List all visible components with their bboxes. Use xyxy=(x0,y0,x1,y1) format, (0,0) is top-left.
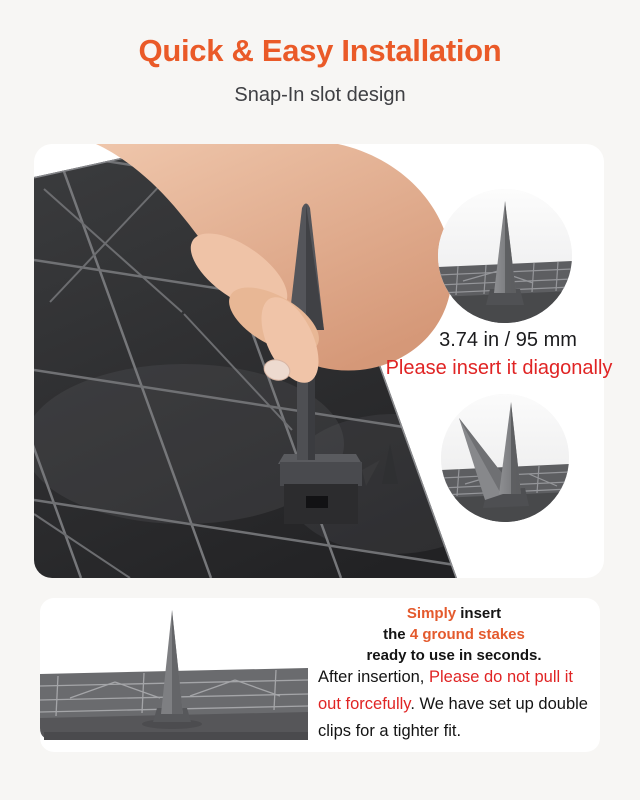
page-subtitle: Snap-In slot design xyxy=(234,84,406,106)
vertical-stake-closeup-photo xyxy=(438,189,572,323)
diagonal-stake-closeup-photo xyxy=(441,394,569,522)
stake-length-label: 3.74 in / 95 mm xyxy=(439,329,577,351)
page-title: Quick & Easy Installation xyxy=(138,33,502,68)
insert-instruction: Simply insert the 4 ground stakes ready to use in seconds. xyxy=(366,605,542,664)
after-insertion-note: After insertion, Please do not pull it out forcefully. We have set up double clips for a tighter fit. xyxy=(318,668,588,740)
insert-diagonally-warning: Please insert it diagonally xyxy=(385,357,613,379)
installed-stake-photo xyxy=(40,598,308,752)
instruction-card xyxy=(40,598,600,752)
